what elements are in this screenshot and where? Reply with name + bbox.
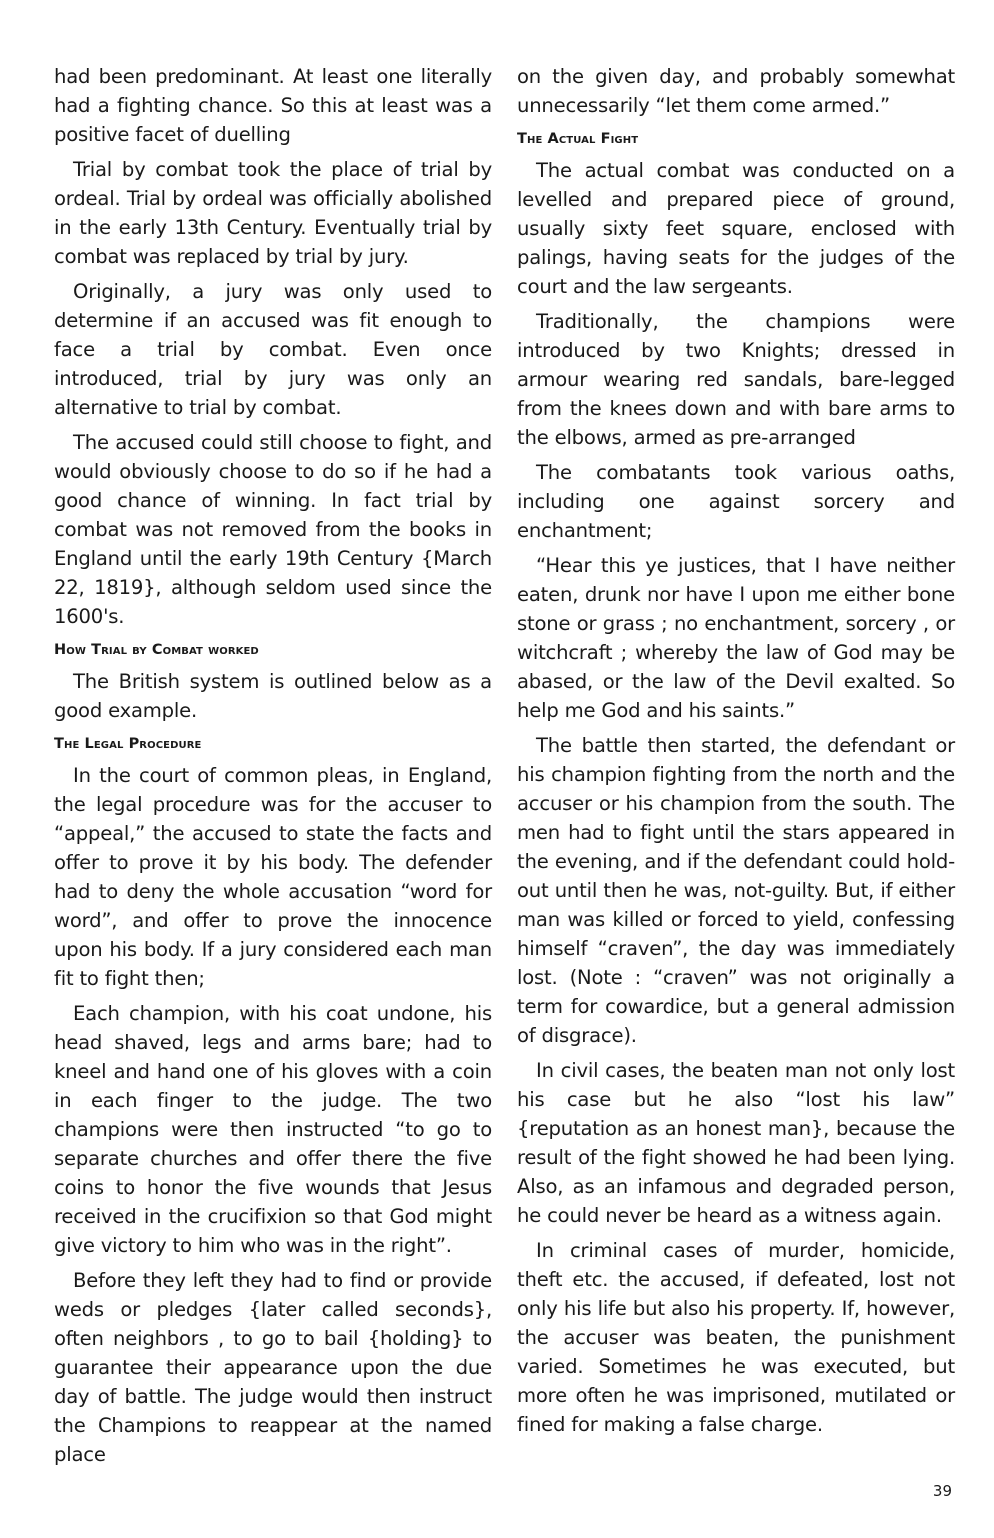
section-heading: How Trial by Combat worked <box>54 642 259 658</box>
paragraph: In the court of common pleas, in England, the legal procedure was for the accuser to “appeal,” the accused to state the facts and offer to prove it by his body. The defender had to deny the whole accusation “word for word”, and offer to prove the innocence upon his body. If a jury considered each man fit to fight then; <box>54 764 492 990</box>
paragraph: The accused could still choose to fight, and would obviously choose to do so if he had a good chance of winning. In fact trial by combat was not removed from the books in England until the early 19th Century {March 22, 1819}, although seldom used since the 1600's. <box>54 431 492 628</box>
paragraph-continued: had been predominant. At least one literally had a fighting chance. So this at least was a positive facet of duelling <box>54 65 492 146</box>
oath-quote: “Hear this ye justices, that I have neither eaten, drunk nor have I upon me either bone stone or grass ; no enchantment, sorcery , or witchcraft ; whereby the law of God may be abased, or the law of the Devil exalted. So help me God and his saints.” <box>517 554 955 722</box>
paragraph: Each champion, with his coat undone, his head shaved, legs and arms bare; had to kneel and hand one of his gloves with a coin in each finger to the judge. The two champions were then instructed “to go to separate churches and offer there the five coins to honor the five wounds that Jesus received in the crucifixion so that God might give victory to him who was in the right”. <box>54 1002 492 1257</box>
left-column <box>54 62 492 1475</box>
paragraph: The battle then started, the defendant or his champion fighting from the north and the accuser or his champion from the south. The men had to fight until the stars appeared in the evening, and if the defendant could hold-out until then he was, not-guilty. But, if either man was killed or forced to yield, confessing himself “craven”, the day was immediately lost. (Note : “craven” was not originally a term for cowardice, but a general admission of disgrace). <box>517 734 955 1047</box>
section-heading: The Actual Fight <box>517 131 639 147</box>
paragraph-continued: on the given day, and probably somewhat unnecessarily “let them come armed.” <box>517 65 955 117</box>
right-column <box>517 62 955 1445</box>
paragraph: Before they left they had to find or provide weds or pledges {later called seconds}, often neighbors , to go to bail {holding} to guarantee their appearance upon the due day of battle. The judge would then instruct the Champions to reappear at the named place <box>54 1269 492 1466</box>
section-heading: The Legal Procedure <box>54 736 202 752</box>
page-number: 39 <box>932 1482 952 1500</box>
paragraph: The actual combat was conducted on a levelled and prepared piece of ground, usually sixty feet square, enclosed with palings, having seats for the judges of the court and the law sergeants. <box>517 159 955 298</box>
paragraph: The combatants took various oaths, including one against sorcery and enchantment; <box>517 461 955 542</box>
paragraph: Trial by combat took the place of trial by ordeal. Trial by ordeal was officially abolished in the early 13th Century. Eventually trial by combat was replaced by trial by jury. <box>54 158 492 268</box>
paragraph: The British system is outlined below as a good example. <box>54 670 492 722</box>
paragraph: In civil cases, the beaten man not only lost his case but he also “lost his law” {reputation as an honest man}, because the result of the fight showed he had been lying. Also, as an infamous and degraded person, he could never be heard as a witness again. <box>517 1059 955 1227</box>
paragraph: Traditionally, the champions were introduced by two Knights; dressed in armour wearing red sandals, bare-legged from the knees down and with bare arms to the elbows, armed as pre-arranged <box>517 310 955 449</box>
paragraph: Originally, a jury was only used to determine if an accused was fit enough to face a trial by combat. Even once introduced, trial by jury was only an alternative to trial by combat. <box>54 280 492 419</box>
paragraph: In criminal cases of murder, homicide, theft etc. the accused, if defeated, lost not only his life but also his property. If, however, the accuser was beaten, the punishment varied. Sometimes he was executed, but more often he was imprisoned, mutilated or fined for making a false charge. <box>517 1239 955 1436</box>
